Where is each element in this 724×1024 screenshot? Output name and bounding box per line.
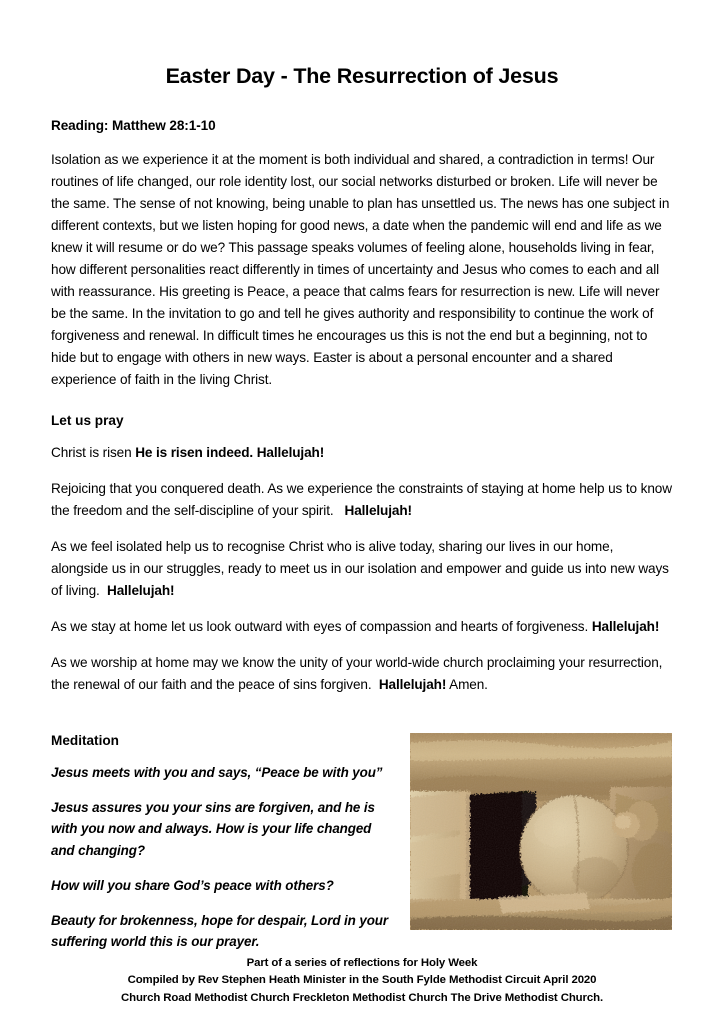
prayer-paragraph-2-gap	[100, 583, 107, 598]
meditation-section	[51, 733, 391, 966]
empty-tomb-photograph	[410, 733, 672, 930]
prayer-paragraph-1-text: Rejoicing that you conquered death. As we experience the constraints of staying at home help us to know the freedom and the self-discipline of your spirit.	[51, 481, 672, 519]
prayer-paragraph-1-gap	[334, 503, 345, 518]
prayer-paragraph-3-text: As we stay at home let us look outward with eyes of compassion and hearts of forgiveness.	[51, 619, 589, 635]
prayer-paragraph-3-response: Hallelujah!	[591, 619, 660, 635]
prayer-response-line	[51, 442, 673, 464]
prayer-paragraph-4-text: As we worship at home may we know the unity of your world-wide church proclaiming your resurrection, the renewal of our faith and the peace of sins forgiven.	[51, 655, 663, 693]
prayer-paragraph-3	[51, 616, 673, 638]
meditation-line: Jesus meets with you and says, “Peace be with you”	[51, 765, 383, 780]
prayer-paragraph-2	[51, 536, 673, 602]
meditation-line: Beauty for brokenness, hope for despair, Lord in your suffering world this is our prayer.	[51, 912, 388, 950]
document-body	[51, 118, 673, 710]
document-footer	[0, 955, 724, 1007]
prayer-paragraph-4-gap	[372, 677, 379, 692]
prayer-response-bold: He is risen indeed. Hallelujah!	[135, 445, 325, 461]
meditation-line: Jesus assures you your sins are forgiven, and he is with you now and always. How is your life changed and changing?	[51, 800, 375, 858]
prayer-paragraph-2-text: As we feel isolated help us to recognise Christ who is alive today, sharing our lives in our home, alongside us in our struggles, ready to meet us in our isolation and empower and guide us into new ways of living.	[51, 539, 669, 599]
footer-line-1: Part of a series of reflections for Holy Week	[246, 957, 478, 969]
intro-paragraph: Isolation as we experience it at the moment is both individual and shared, a contradiction in terms! Our routines of life changed, our role identity lost, our social networks disturbed or broken. Life will never be the same. The sense of not knowing, being unable to plan has unsettled us. The news has one subject in different contexts, but we listen hoping for good news, a date when the pandemic will end and life as we knew it will resume or do we? This passage speaks volumes of feeling alone, households living in fear, how different personalities react differently in times of uncertainty and Jesus who comes to each and all with reassurance. His greeting is Peace, a peace that calms fears for resurrection is new. Life will never be the same. In the invitation to go and tell he gives authority and responsibility to continue the work of forgiveness and renewal. In difficult times he encourages us this is not the end but a beginning, not to hide but to engage with others in new ways. Easter is about a personal encounter and a shared experience of faith in the living Christ.	[51, 152, 670, 388]
prayer-paragraph-4-tail: Amen.	[446, 677, 488, 693]
prayer-paragraph-2-response: Hallelujah!	[107, 583, 175, 599]
prayer-response-lead: Christ is risen	[51, 445, 136, 461]
prayer-paragraph-4-response: Hallelujah!	[378, 677, 447, 693]
footer-line-2: Compiled by Rev Stephen Heath Minister in the South Fylde Methodist Circuit April 2020	[127, 974, 597, 987]
prayer-paragraph-1-response: Hallelujah!	[344, 503, 412, 519]
page-title: Easter Day - The Resurrection of Jesus	[165, 64, 559, 89]
meditation-heading: Meditation	[51, 733, 119, 748]
meditation-line: How will you share God’s peace with others?	[51, 877, 334, 893]
tomb-illustration	[410, 733, 672, 930]
prayer-heading: Let us pray	[51, 413, 124, 429]
footer-line-3: Church Road Methodist Church Freckleton Methodist Church The Drive Methodist Church.	[120, 991, 604, 1004]
prayer-paragraph-1	[51, 478, 673, 522]
prayer-paragraph-4	[51, 652, 673, 696]
reading-reference: Reading: Matthew 28:1-10	[51, 118, 216, 133]
